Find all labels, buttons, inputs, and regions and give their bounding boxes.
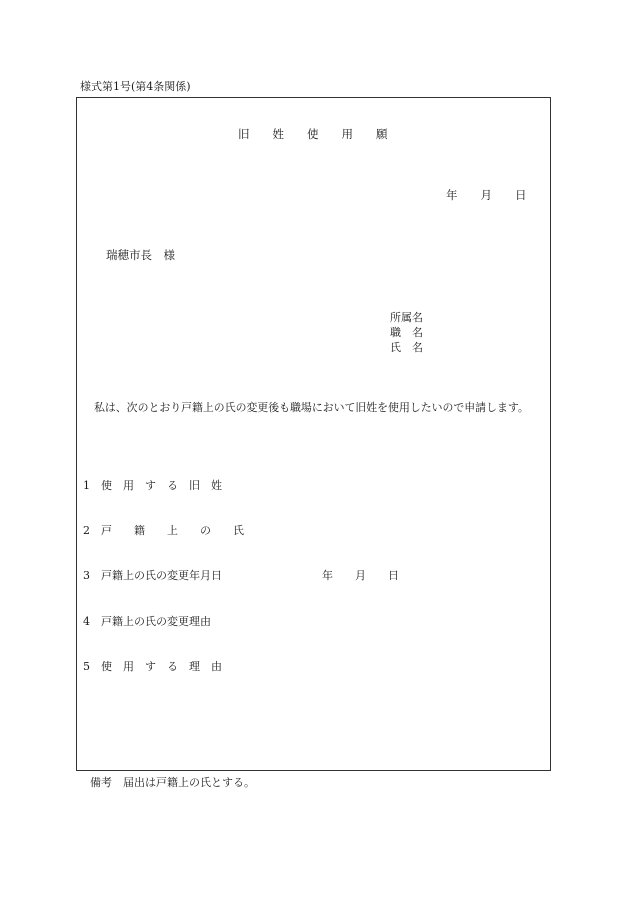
item-change-date: 3 戸籍上の氏の変更年月日 bbox=[83, 569, 222, 582]
item-use-reason: 5 使 用 す る 理 由 bbox=[83, 660, 222, 673]
date-line: 年 月 日 bbox=[446, 188, 527, 202]
item-change-date-value: 年 月 日 bbox=[322, 569, 399, 582]
note: 備考 届出は戸籍上の氏とする。 bbox=[90, 776, 255, 789]
application-statement: 私は、次のとおり戸籍上の氏の変更後も職場において旧姓を使用したいので申請します。 bbox=[94, 401, 529, 414]
form-title: 旧 姓 使 用 願 bbox=[238, 127, 388, 141]
item-change-reason: 4 戸籍上の氏の変更理由 bbox=[83, 615, 211, 628]
addressee: 瑞穂市長 様 bbox=[106, 248, 175, 262]
form-number: 様式第1号(第4条関係) bbox=[80, 80, 191, 93]
affiliation-label: 所属名 bbox=[390, 311, 423, 324]
item-registered-surname: 2 戸 籍 上 の 氏 bbox=[83, 524, 244, 537]
position-label: 職 名 bbox=[390, 326, 423, 339]
name-label: 氏 名 bbox=[390, 341, 423, 354]
item-former-surname: 1 使 用 す る 旧 姓 bbox=[83, 479, 222, 492]
